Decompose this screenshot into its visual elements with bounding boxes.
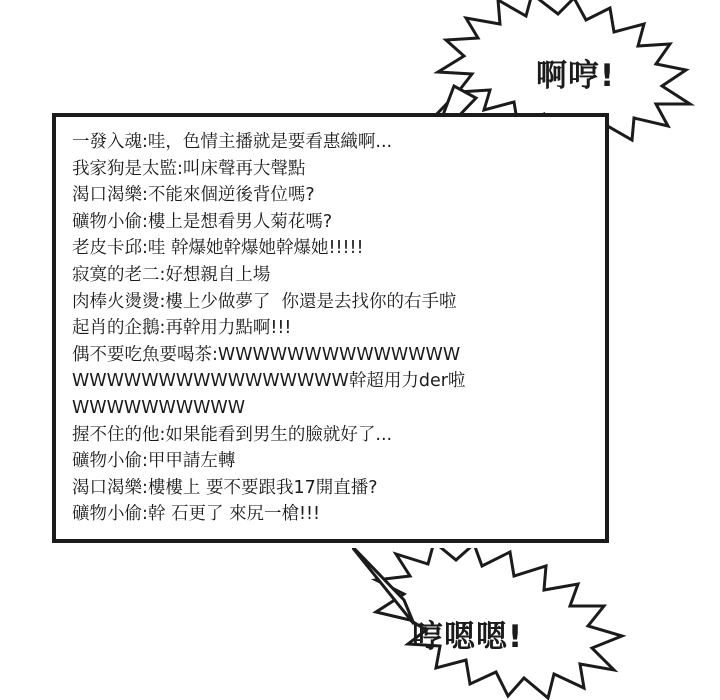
chat-line: 寂寞的老二:好想親自上場 — [72, 264, 271, 285]
shout-bubble-bottom — [352, 548, 720, 700]
chat-line: WWWWWWWWWWWWWWWW幹超用力der啦 — [72, 371, 466, 392]
chat-line: 礦物小偷:幹 石更了 來尻一槍!!! — [72, 504, 321, 525]
chat-line: 肉棒火燙燙:樓上少做夢了 你還是去找你的右手啦 — [72, 291, 457, 312]
chat-line: 一發入魂:哇，色情主播就是要看惠織啊... — [72, 132, 393, 152]
chat-line: 起肖的企鵝:再幹用力點啊!!! — [72, 318, 292, 339]
shout-text-bottom: 哼嗯嗯! — [412, 618, 524, 655]
chat-line: 渴口渴樂:樓樓上 要不要跟我17開直播? — [72, 477, 378, 498]
chat-line: 礦物小偷:甲甲請左轉 — [72, 451, 236, 472]
chat-line: 老皮卡邱:哇 幹爆她幹爆她幹爆她!!!!! — [72, 238, 364, 259]
chat-line: 渴口渴樂:不能來個逆後背位嗎? — [72, 185, 315, 206]
chat-log-panel — [52, 113, 609, 543]
chat-line: 握不住的他:如果能看到男生的臉就好了... — [72, 424, 393, 445]
shout-text-top: 啊哼! — [536, 57, 616, 94]
chat-line: 我家狗是太監:叫床聲再大聲點 — [72, 158, 306, 179]
chat-line: 偶不要吃魚要喝茶:WWWWWWWWWWWWWW — [72, 344, 461, 365]
chat-line: 礦物小偷:樓上是想看男人菊花嗎? — [72, 211, 333, 232]
chat-line: WWWWWWWWWW — [72, 397, 246, 418]
